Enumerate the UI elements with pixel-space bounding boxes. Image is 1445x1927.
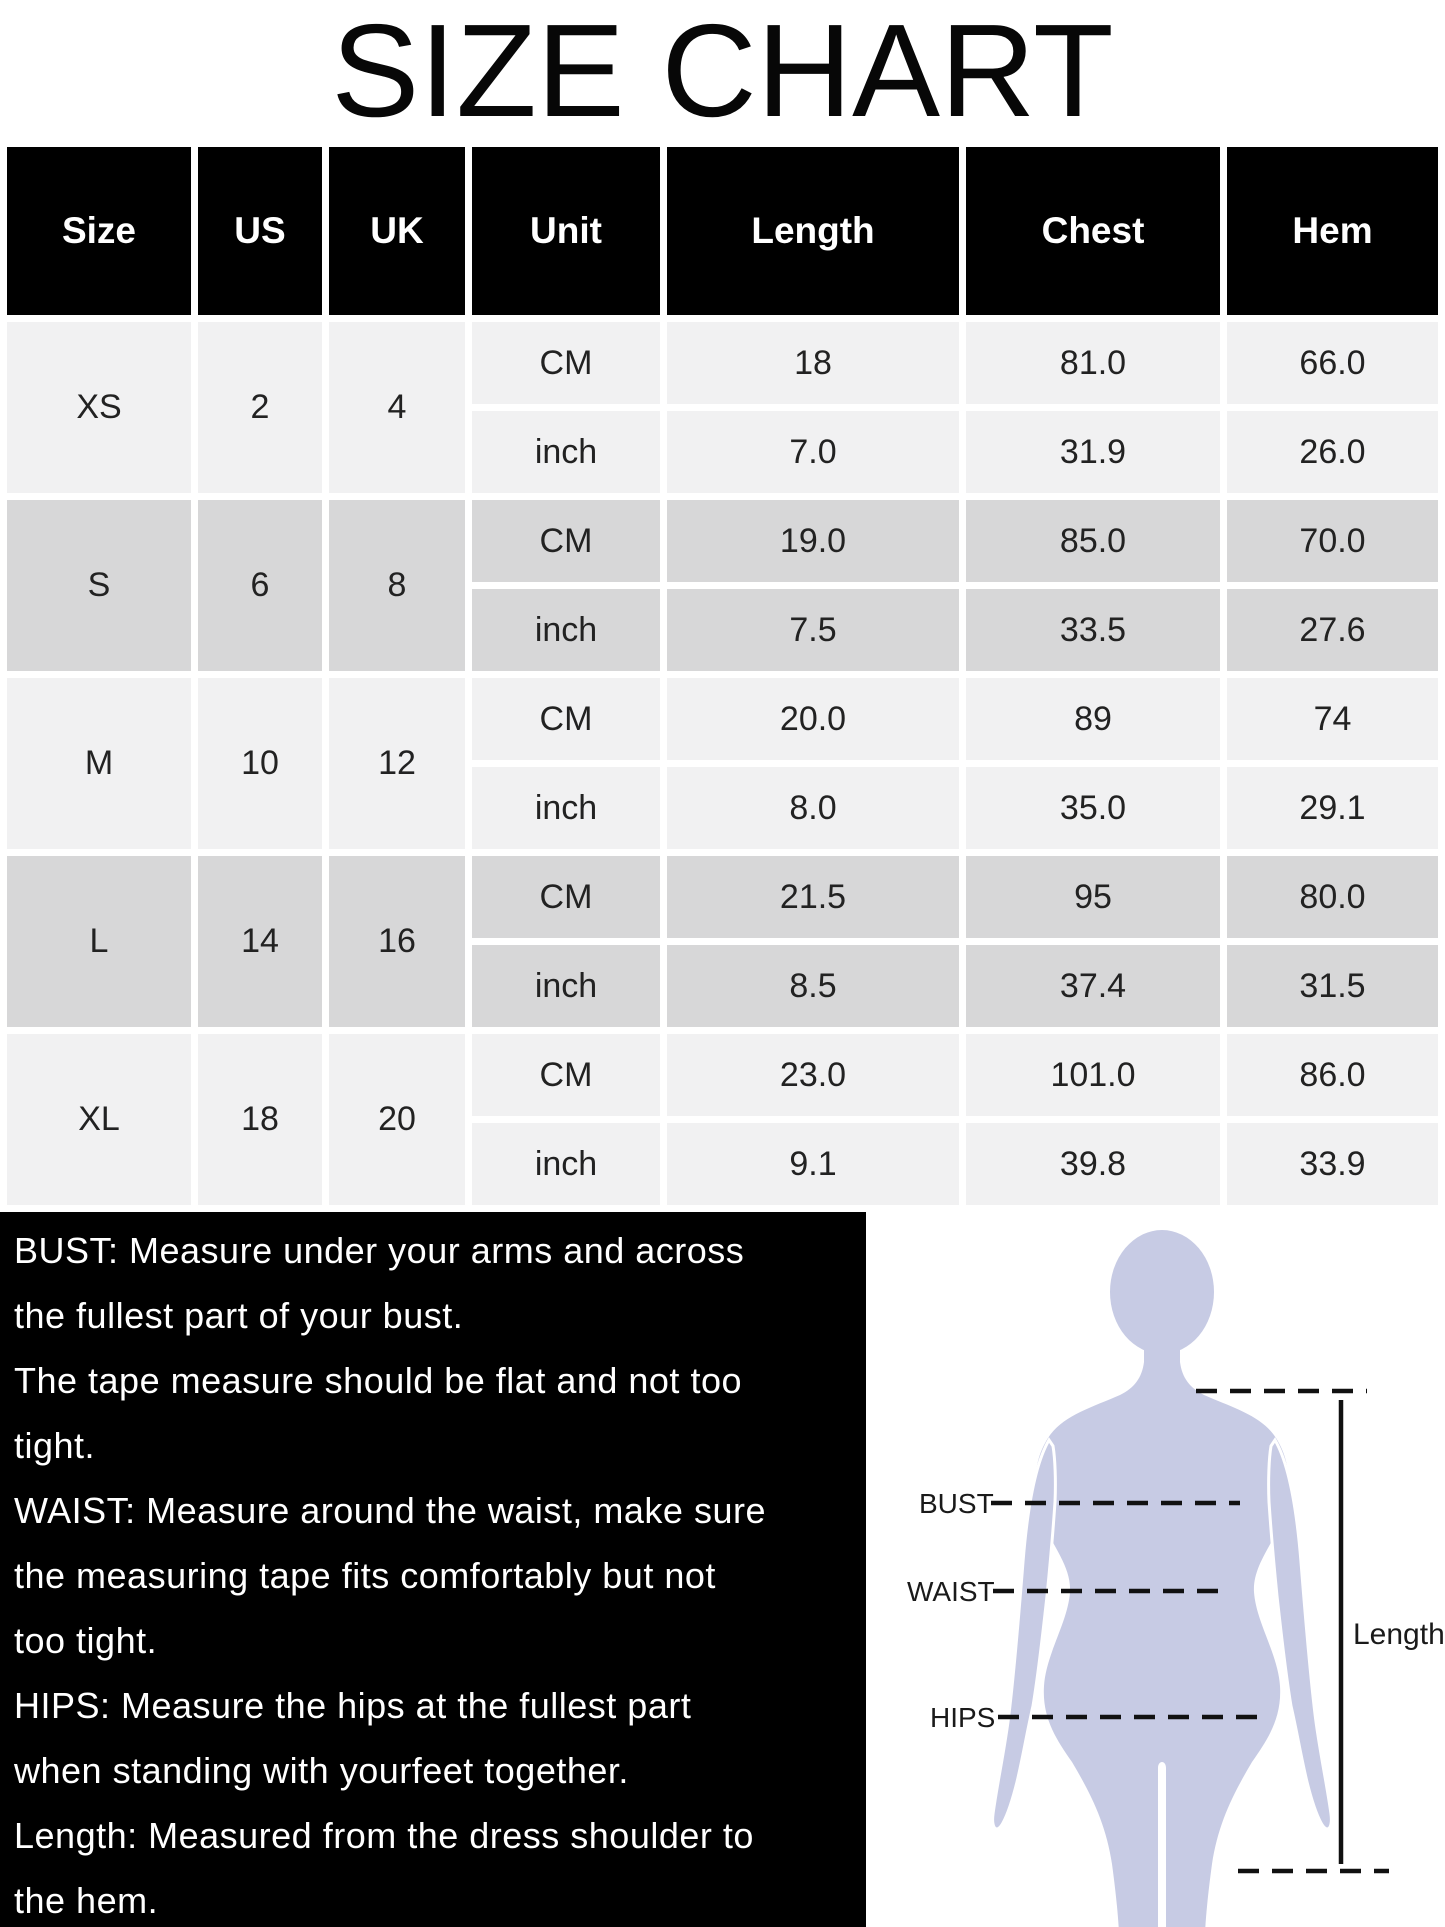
unit-label: inch <box>472 767 660 849</box>
page-title: SIZE CHART <box>331 0 1114 144</box>
instruction-line: Length: Measured from the dress shoulder to <box>14 1815 754 1856</box>
header-uk: UK <box>329 147 465 315</box>
body-silhouette-diagram <box>866 1212 1445 1927</box>
hips-label: HIPS <box>930 1702 996 1733</box>
hem-value: 70.0 <box>1227 500 1438 582</box>
size-block-xs <box>7 322 1438 493</box>
us-value: 6 <box>198 500 322 671</box>
bust-label: BUST <box>919 1488 994 1519</box>
length-value: 7.5 <box>667 589 959 671</box>
us-value: 10 <box>198 678 322 849</box>
waist-label: WAIST <box>907 1576 995 1607</box>
uk-value: 20 <box>329 1034 465 1205</box>
size-table-header <box>7 147 1438 315</box>
unit-label: CM <box>472 500 660 582</box>
length-value: 8.5 <box>667 945 959 1027</box>
unit-label: inch <box>472 945 660 1027</box>
length-value: 21.5 <box>667 856 959 938</box>
unit-label: CM <box>472 1034 660 1116</box>
chest-value: 85.0 <box>966 500 1220 582</box>
size-block-xl <box>7 1034 1438 1205</box>
unit-label: inch <box>472 1123 660 1205</box>
chest-value: 101.0 <box>966 1034 1220 1116</box>
hem-value: 66.0 <box>1227 322 1438 404</box>
bottom-section <box>0 1212 1445 1927</box>
instruction-line: tight. <box>14 1425 96 1466</box>
header-unit: Unit <box>472 147 660 315</box>
length-value: 20.0 <box>667 678 959 760</box>
header-row <box>7 147 1438 315</box>
length-value: 23.0 <box>667 1034 959 1116</box>
instruction-line: the measuring tape fits comfortably but not <box>14 1555 716 1596</box>
us-value: 2 <box>198 322 322 493</box>
chest-value: 31.9 <box>966 411 1220 493</box>
hem-value: 27.6 <box>1227 589 1438 671</box>
instruction-line: HIPS: Measure the hips at the fullest part <box>14 1685 692 1726</box>
instruction-line: BUST: Measure under your arms and across <box>14 1230 745 1271</box>
instruction-line: The tape measure should be flat and not too <box>14 1360 742 1401</box>
hem-value: 26.0 <box>1227 411 1438 493</box>
size-label: XS <box>7 322 191 493</box>
uk-value: 4 <box>329 322 465 493</box>
table-row <box>7 500 1438 582</box>
header-chest: Chest <box>966 147 1220 315</box>
uk-value: 8 <box>329 500 465 671</box>
length-label: Length <box>1353 1618 1445 1651</box>
hem-value: 31.5 <box>1227 945 1438 1027</box>
unit-label: inch <box>472 589 660 671</box>
length-value: 18 <box>667 322 959 404</box>
instruction-line: when standing with yourfeet together. <box>14 1750 629 1791</box>
hem-value: 74 <box>1227 678 1438 760</box>
table-row <box>7 322 1438 404</box>
instruction-line: the hem. <box>14 1880 159 1921</box>
length-value: 19.0 <box>667 500 959 582</box>
unit-label: CM <box>472 856 660 938</box>
measuring-instructions <box>0 1212 866 1927</box>
unit-label: CM <box>472 322 660 404</box>
female-silhouette <box>993 1230 1332 1927</box>
instruction-line: WAIST: Measure around the waist, make sure <box>14 1490 766 1531</box>
instruction-line: too tight. <box>14 1620 158 1661</box>
chest-value: 81.0 <box>966 322 1220 404</box>
size-block-s <box>7 500 1438 671</box>
size-guide-figure <box>866 1212 1445 1927</box>
size-table <box>0 140 1445 1212</box>
chest-value: 35.0 <box>966 767 1220 849</box>
chest-value: 39.8 <box>966 1123 1220 1205</box>
table-row <box>7 678 1438 760</box>
header-us: US <box>198 147 322 315</box>
table-row <box>7 1034 1438 1116</box>
size-label: M <box>7 678 191 849</box>
chest-value: 37.4 <box>966 945 1220 1027</box>
hem-value: 86.0 <box>1227 1034 1438 1116</box>
hem-value: 33.9 <box>1227 1123 1438 1205</box>
header-hem: Hem <box>1227 147 1438 315</box>
chest-value: 89 <box>966 678 1220 760</box>
size-block-l <box>7 856 1438 1027</box>
uk-value: 16 <box>329 856 465 1027</box>
size-label: XL <box>7 1034 191 1205</box>
header-size: Size <box>7 147 191 315</box>
uk-value: 12 <box>329 678 465 849</box>
length-value: 7.0 <box>667 411 959 493</box>
unit-label: CM <box>472 678 660 760</box>
table-row <box>7 856 1438 938</box>
instruction-line: the fullest part of your bust. <box>14 1295 464 1336</box>
hem-value: 80.0 <box>1227 856 1438 938</box>
us-value: 18 <box>198 1034 322 1205</box>
chest-value: 95 <box>966 856 1220 938</box>
length-value: 8.0 <box>667 767 959 849</box>
unit-label: inch <box>472 411 660 493</box>
hem-value: 29.1 <box>1227 767 1438 849</box>
header-length: Length <box>667 147 959 315</box>
size-label: S <box>7 500 191 671</box>
length-value: 9.1 <box>667 1123 959 1205</box>
chest-value: 33.5 <box>966 589 1220 671</box>
us-value: 14 <box>198 856 322 1027</box>
size-label: L <box>7 856 191 1027</box>
size-block-m <box>7 678 1438 849</box>
